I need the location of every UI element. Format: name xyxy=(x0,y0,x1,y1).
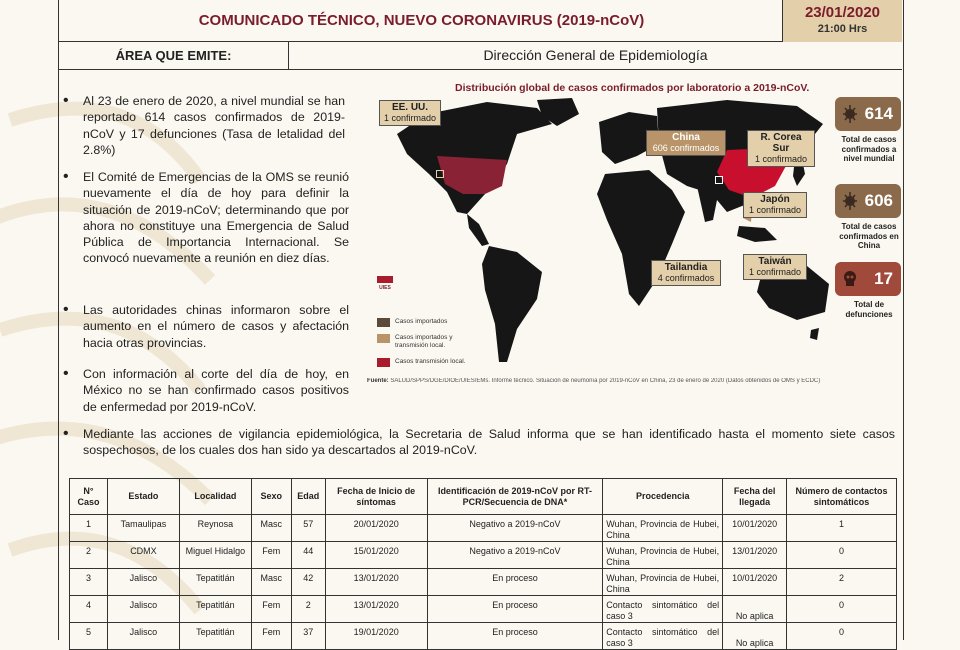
legend-item-imported: Casos importados xyxy=(377,318,465,326)
cell-age: 37 xyxy=(291,623,325,650)
col-header-case: N° Caso xyxy=(70,479,108,515)
cell-sex: Fem xyxy=(251,596,291,623)
issuing-area-row xyxy=(59,42,902,70)
cell-onset-date: 13/01/2020 xyxy=(325,569,427,596)
cell-arrival-date: 10/01/2020 xyxy=(723,515,787,542)
col-header-arrival-date: Fecha del llegada xyxy=(723,479,787,515)
col-header-contacts: Número de contactos sintomáticos xyxy=(787,479,897,515)
cell-identification: En proceso xyxy=(427,623,603,650)
cell-contacts: 0 xyxy=(787,623,897,650)
document-title: COMUNICADO TÉCNICO, NUEVO CORONAVIRUS (2019-nCoV) xyxy=(198,12,645,29)
cell-state: Jalisco xyxy=(107,596,179,623)
cell-age: 42 xyxy=(291,569,325,596)
cell-contacts: 2 xyxy=(787,569,897,596)
cell-onset-date: 13/01/2020 xyxy=(325,596,427,623)
map-label-south-korea: R. Corea Sur 1 confirmado xyxy=(747,130,815,167)
bullet-surveillance: • Mediante las acciones de vigilancia epidemiológica, la Secretaria de Salud informa que se han identificado hasta el momento siete casos sospechosos, de los cuales dos han sido ya descartados al 2019-nCoV. xyxy=(83,426,895,459)
cell-age: 44 xyxy=(291,542,325,569)
cell-origin: Contacto sintomático del caso 3 xyxy=(603,596,723,623)
cell-contacts: 1 xyxy=(787,515,897,542)
col-header-identification: Identificación de 2019-nCoV por RT-PCR/Secuencia de DNA* xyxy=(427,479,603,515)
cell-case: 3 xyxy=(70,569,108,596)
suspected-cases-table xyxy=(69,478,897,650)
cell-arrival-date: 13/01/2020 xyxy=(723,542,787,569)
cell-arrival-date: No aplica xyxy=(723,623,787,650)
cell-case: 2 xyxy=(70,542,108,569)
cell-identification: En proceso xyxy=(427,569,603,596)
cell-origin: Wuhan, Provincia de Hubei, China xyxy=(603,569,723,596)
col-header-state: Estado xyxy=(107,479,179,515)
cell-locality: Tepatitlán xyxy=(179,569,251,596)
cell-sex: Fem xyxy=(251,623,291,650)
legend-item-local: Casos transmisión local. xyxy=(377,358,465,366)
table-header-row xyxy=(70,479,897,515)
stat-global-cases-value: 614 xyxy=(864,104,893,123)
bullet-global-cases: • Al 23 de enero de 2020, a nivel mundial se han reportado 614 casos confirmados de 2019-nCoV y 17 defunciones (Tasa de letalidad del 2.8%) xyxy=(83,93,345,158)
cell-arrival-date: No aplica xyxy=(723,596,787,623)
col-header-sex: Sexo xyxy=(251,479,291,515)
stat-china-cases-value: 606 xyxy=(864,191,893,210)
cell-sex: Masc xyxy=(251,569,291,596)
map-title: Distribución global de casos confirmados por laboratorio a 2019-nCoV. xyxy=(455,82,810,94)
map-label-japan: Japón 1 confirmado xyxy=(743,192,807,218)
cell-origin: Wuhan, Provincia de Hubei, China xyxy=(603,515,723,542)
cell-identification: Negativo a 2019-nCoV xyxy=(427,542,603,569)
cell-contacts: 0 xyxy=(787,596,897,623)
cell-onset-date: 20/01/2020 xyxy=(325,515,427,542)
cell-sex: Masc xyxy=(251,515,291,542)
cell-state: Tamaulipas xyxy=(107,515,179,542)
report-date: 23/01/2020 xyxy=(804,4,881,21)
date-box xyxy=(782,0,902,42)
col-header-origin: Procedencia xyxy=(603,479,723,515)
svg-text:UIES: UIES xyxy=(379,285,391,291)
cell-age: 2 xyxy=(291,596,325,623)
cell-case: 1 xyxy=(70,515,108,542)
stat-china-cases xyxy=(835,184,903,251)
uies-logo xyxy=(374,272,396,294)
cell-locality: Miguel Hidalgo xyxy=(179,542,251,569)
cell-onset-date: 15/01/2020 xyxy=(325,542,427,569)
stat-china-cases-caption: Total de casos confirmados en China xyxy=(839,222,899,250)
map-legend xyxy=(377,318,465,374)
map-source: Fuente: SALUD/SPPS/DGE/DIOE/UIES/EMs. Informe técnico. Situación de neumonía por 2019-nCoV en China, 23 de enero de 2020 (Datos obtenidos de OMS y ECDC) xyxy=(367,378,821,384)
document-page xyxy=(58,0,904,648)
cell-locality: Reynosa xyxy=(179,515,251,542)
bullet-china-authorities: • Las autoridades chinas informaron sobre el aumento en el número de casos y afectación hacia otras provincias. xyxy=(83,302,349,351)
virus-icon xyxy=(841,102,859,126)
issuing-area-label: ÁREA QUE EMITE: xyxy=(59,42,289,69)
cell-state: CDMX xyxy=(107,542,179,569)
col-header-locality: Localidad xyxy=(179,479,251,515)
issuing-area-value: Dirección General de Epidemiología xyxy=(483,47,708,63)
stat-global-cases-caption: Total de casos confirmados a nivel mundial xyxy=(841,135,897,163)
cell-case: 4 xyxy=(70,596,108,623)
stat-deaths-value: 17 xyxy=(874,269,893,288)
table-row xyxy=(70,542,897,569)
bullet-mexico-status: • Con información al corte del día de hoy, en México no se han confirmado casos positivos de enfermedad por 2019-nCoV. xyxy=(83,366,349,415)
table-row xyxy=(70,623,897,650)
cell-onset-date: 19/01/2020 xyxy=(325,623,427,650)
cell-origin: Contacto sintomático del caso 3 xyxy=(603,623,723,650)
col-header-age: Edad xyxy=(291,479,325,515)
cell-identification: Negativo a 2019-nCoV xyxy=(427,515,603,542)
skull-icon xyxy=(841,267,859,291)
map-label-thailand: Tailandia 4 confirmados xyxy=(651,260,721,286)
virus-icon xyxy=(841,189,859,213)
table-row xyxy=(70,569,897,596)
marker-usa xyxy=(436,170,444,178)
cell-age: 57 xyxy=(291,515,325,542)
cell-state: Jalisco xyxy=(107,569,179,596)
header xyxy=(59,0,902,42)
legend-item-imported-local: Casos importados y transmisión local. xyxy=(377,334,455,350)
col-header-onset-date: Fecha de Inicio de síntomas xyxy=(325,479,427,515)
cell-locality: Tepatitlán xyxy=(179,596,251,623)
stat-deaths xyxy=(835,262,903,319)
stat-global-cases xyxy=(835,97,903,164)
marker-china xyxy=(715,176,723,184)
cell-contacts: 0 xyxy=(787,542,897,569)
table-row xyxy=(70,596,897,623)
bullet-oms-committee: • El Comité de Emergencias de la OMS se reunió nuevamente el día de hoy para definir la situación de 2019-nCoV; determinando que por ahora no constituye una Emergencia de Salud Pública de Importancia Internacional. Se convocó nuevamente a reunión en diez días. xyxy=(83,169,349,267)
map-label-taiwan: Taiwán 1 confirmado xyxy=(743,254,807,280)
cell-identification: En proceso xyxy=(427,596,603,623)
cell-sex: Fem xyxy=(251,542,291,569)
cell-case: 5 xyxy=(70,623,108,650)
stat-deaths-caption: Total de defunciones xyxy=(845,300,893,319)
map-label-china: China 606 confirmados xyxy=(646,130,726,156)
cell-arrival-date: 10/01/2020 xyxy=(723,569,787,596)
table-row xyxy=(70,515,897,542)
cell-state: Jalisco xyxy=(107,623,179,650)
map-label-usa: EE. UU. 1 confirmado xyxy=(379,100,441,126)
cell-origin: Wuhan, Provincia de Hubei, China xyxy=(603,542,723,569)
cell-locality: Tepatitlán xyxy=(179,623,251,650)
report-time: 21:00 Hrs xyxy=(817,23,868,35)
